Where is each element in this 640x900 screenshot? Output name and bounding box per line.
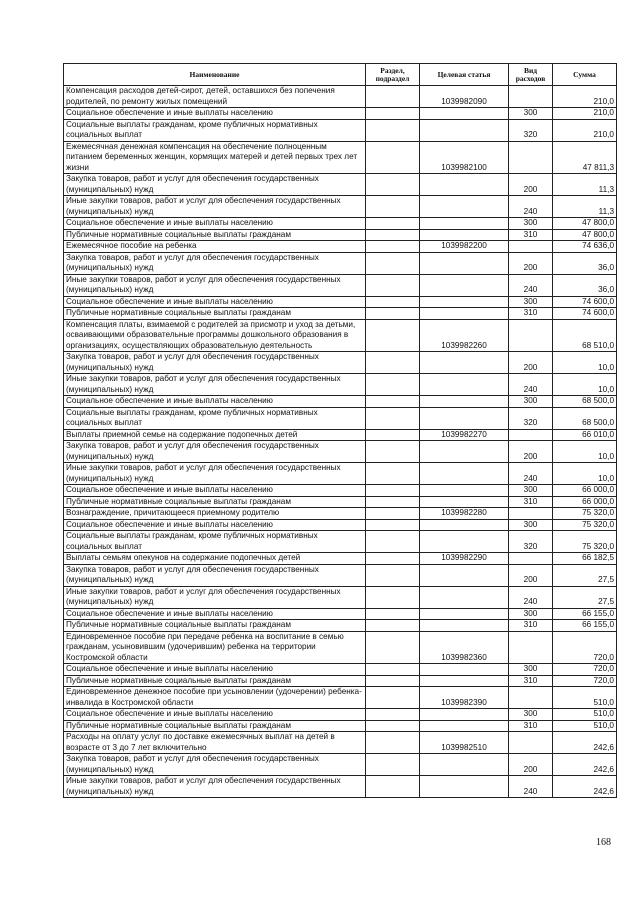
row-name-cell: Расходы на оплату услуг по доставке ежемесячных выплат на детей в возрасте от 3 до 7 лет включительно: [64, 732, 366, 754]
row-section-cell: [366, 441, 420, 463]
row-section-cell: [366, 308, 420, 320]
row-target-cell: [420, 252, 509, 274]
row-name-cell: Социальное обеспечение и иные выплаты населению: [64, 519, 366, 531]
row-target-cell: [420, 519, 509, 531]
row-sum-cell: 720,0: [553, 631, 617, 664]
table-row: [64, 352, 617, 374]
row-target-cell: [420, 776, 509, 798]
row-expense-type-cell: 310: [509, 308, 553, 320]
table-row: [64, 496, 617, 508]
row-name-cell: Социальные выплаты гражданам, кроме публичных нормативных социальных выплат: [64, 531, 366, 553]
row-target-cell: [420, 108, 509, 120]
row-sum-cell: 11,3: [553, 174, 617, 196]
row-name-cell: Вознаграждение, причитающееся приемному родителю: [64, 508, 366, 520]
row-section-cell: [366, 374, 420, 396]
row-sum-cell: 75 320,0: [553, 531, 617, 553]
row-expense-type-cell: 320: [509, 531, 553, 553]
row-target-cell: 1039982270: [420, 429, 509, 441]
table-row: [64, 407, 617, 429]
row-sum-cell: 210,0: [553, 108, 617, 120]
row-expense-type-cell: 240: [509, 196, 553, 218]
table-row: [64, 119, 617, 141]
header-sum: Сумма: [553, 64, 617, 86]
row-expense-type-cell: 300: [509, 296, 553, 308]
row-sum-cell: 47 811,3: [553, 141, 617, 174]
row-target-cell: [420, 119, 509, 141]
row-expense-type-cell: [509, 319, 553, 352]
row-sum-cell: 242,6: [553, 754, 617, 776]
budget-table: [63, 63, 617, 798]
row-target-cell: [420, 496, 509, 508]
row-sum-cell: 242,6: [553, 732, 617, 754]
row-target-cell: 1039982100: [420, 141, 509, 174]
row-section-cell: [366, 564, 420, 586]
row-expense-type-cell: 310: [509, 720, 553, 732]
row-expense-type-cell: 300: [509, 709, 553, 721]
table-row: [64, 508, 617, 520]
table-row: [64, 485, 617, 497]
row-target-cell: [420, 174, 509, 196]
row-section-cell: [366, 141, 420, 174]
row-name-cell: Социальное обеспечение и иные выплаты населению: [64, 396, 366, 408]
row-section-cell: [366, 732, 420, 754]
row-section-cell: [366, 754, 420, 776]
row-expense-type-cell: [509, 429, 553, 441]
table-row: [64, 687, 617, 709]
row-target-cell: [420, 396, 509, 408]
row-sum-cell: 11,3: [553, 196, 617, 218]
row-target-cell: [420, 196, 509, 218]
row-target-cell: 1039982390: [420, 687, 509, 709]
row-expense-type-cell: 310: [509, 229, 553, 241]
table-row: [64, 86, 617, 108]
header-expense-type: Вид расходов: [509, 64, 553, 86]
table-row: [64, 519, 617, 531]
row-expense-type-cell: 300: [509, 519, 553, 531]
row-name-cell: Социальное обеспечение и иные выплаты населению: [64, 296, 366, 308]
row-sum-cell: 47 800,0: [553, 218, 617, 230]
table-row: [64, 229, 617, 241]
table-row: [64, 463, 617, 485]
row-sum-cell: 210,0: [553, 86, 617, 108]
row-section-cell: [366, 776, 420, 798]
row-sum-cell: 75 320,0: [553, 519, 617, 531]
row-expense-type-cell: 200: [509, 564, 553, 586]
table-row: [64, 776, 617, 798]
row-sum-cell: 75 320,0: [553, 508, 617, 520]
table-row: [64, 531, 617, 553]
row-section-cell: [366, 664, 420, 676]
row-target-cell: [420, 620, 509, 632]
row-sum-cell: 720,0: [553, 664, 617, 676]
row-sum-cell: 36,0: [553, 252, 617, 274]
row-target-cell: [420, 564, 509, 586]
row-expense-type-cell: 240: [509, 463, 553, 485]
row-expense-type-cell: 200: [509, 252, 553, 274]
row-name-cell: Публичные нормативные социальные выплаты гражданам: [64, 496, 366, 508]
table-row: [64, 553, 617, 565]
row-sum-cell: 74 600,0: [553, 308, 617, 320]
row-target-cell: [420, 407, 509, 429]
row-section-cell: [366, 631, 420, 664]
row-expense-type-cell: [509, 86, 553, 108]
row-expense-type-cell: [509, 241, 553, 253]
row-name-cell: Компенсация платы, взимаемой с родителей за присмотр и уход за детьми, осваивающими образовательные программы дошкольного образования в организациях, осуществляющих образовательную деятельность: [64, 319, 366, 352]
row-section-cell: [366, 531, 420, 553]
row-expense-type-cell: 310: [509, 496, 553, 508]
table-row: [64, 241, 617, 253]
row-expense-type-cell: 310: [509, 620, 553, 632]
row-name-cell: Публичные нормативные социальные выплаты гражданам: [64, 229, 366, 241]
page-number: 168: [596, 837, 611, 848]
row-section-cell: [366, 508, 420, 520]
row-section-cell: [366, 229, 420, 241]
row-target-cell: [420, 441, 509, 463]
row-name-cell: Иные закупки товаров, работ и услуг для обеспечения государственных (муниципальных) нужд: [64, 374, 366, 396]
table-row: [64, 396, 617, 408]
row-expense-type-cell: [509, 732, 553, 754]
table-row: [64, 252, 617, 274]
row-expense-type-cell: 300: [509, 664, 553, 676]
row-sum-cell: 74 636,0: [553, 241, 617, 253]
row-section-cell: [366, 396, 420, 408]
row-name-cell: Закупка товаров, работ и услуг для обеспечения государственных (муниципальных) нужд: [64, 352, 366, 374]
row-section-cell: [366, 519, 420, 531]
header-name: Наименование: [64, 64, 366, 86]
row-name-cell: Социальное обеспечение и иные выплаты населению: [64, 108, 366, 120]
row-target-cell: 1039982360: [420, 631, 509, 664]
row-sum-cell: 68 500,0: [553, 396, 617, 408]
row-expense-type-cell: 300: [509, 485, 553, 497]
table-row: [64, 441, 617, 463]
row-section-cell: [366, 174, 420, 196]
row-name-cell: Публичные нормативные социальные выплаты гражданам: [64, 720, 366, 732]
row-name-cell: Публичные нормативные социальные выплаты гражданам: [64, 308, 366, 320]
row-target-cell: [420, 308, 509, 320]
row-name-cell: Закупка товаров, работ и услуг для обеспечения государственных (муниципальных) нужд: [64, 754, 366, 776]
row-expense-type-cell: 240: [509, 374, 553, 396]
row-sum-cell: 74 600,0: [553, 296, 617, 308]
row-sum-cell: 68 500,0: [553, 407, 617, 429]
row-section-cell: [366, 296, 420, 308]
row-expense-type-cell: 200: [509, 441, 553, 463]
row-name-cell: Социальное обеспечение и иные выплаты населению: [64, 664, 366, 676]
row-name-cell: Закупка товаров, работ и услуг для обеспечения государственных (муниципальных) нужд: [64, 564, 366, 586]
table-row: [64, 608, 617, 620]
row-sum-cell: 66 010,0: [553, 429, 617, 441]
row-target-cell: [420, 675, 509, 687]
row-name-cell: Социальное обеспечение и иные выплаты населению: [64, 608, 366, 620]
row-name-cell: Социальные выплаты гражданам, кроме публичных нормативных социальных выплат: [64, 407, 366, 429]
row-name-cell: Выплаты семьям опекунов на содержание подопечных детей: [64, 553, 366, 565]
row-sum-cell: 10,0: [553, 463, 617, 485]
table-row: [64, 196, 617, 218]
row-target-cell: [420, 218, 509, 230]
row-expense-type-cell: 200: [509, 352, 553, 374]
header-section: Раздел, подраздел: [366, 64, 420, 86]
table-row: [64, 108, 617, 120]
row-expense-type-cell: 240: [509, 274, 553, 296]
row-expense-type-cell: 240: [509, 776, 553, 798]
row-target-cell: [420, 463, 509, 485]
row-target-cell: [420, 586, 509, 608]
row-section-cell: [366, 620, 420, 632]
table-row: [64, 296, 617, 308]
row-target-cell: [420, 352, 509, 374]
table-row: [64, 174, 617, 196]
row-expense-type-cell: 300: [509, 396, 553, 408]
row-sum-cell: 510,0: [553, 709, 617, 721]
row-section-cell: [366, 119, 420, 141]
row-name-cell: Единовременное пособие при передаче ребенка на воспитание в семью гражданам, усыновившим (удочерившим) ребенка на территории Костромской области: [64, 631, 366, 664]
table-header-row: [64, 64, 617, 86]
table-body: [64, 86, 617, 798]
row-sum-cell: 66 000,0: [553, 485, 617, 497]
table-row: [64, 754, 617, 776]
row-section-cell: [366, 241, 420, 253]
row-name-cell: Социальные выплаты гражданам, кроме публичных нормативных социальных выплат: [64, 119, 366, 141]
row-section-cell: [366, 86, 420, 108]
budget-table-sheet: [63, 63, 616, 798]
row-section-cell: [366, 108, 420, 120]
row-name-cell: Иные закупки товаров, работ и услуг для обеспечения государственных (муниципальных) нужд: [64, 463, 366, 485]
row-name-cell: Ежемесячная денежная компенсация на обеспечение полноценным питанием беременных женщин, кормящих матерей и детей первых трех лет жизни: [64, 141, 366, 174]
row-name-cell: Единовременное денежное пособие при усыновлении (удочерении) ребенка-инвалида в Костромской области: [64, 687, 366, 709]
row-expense-type-cell: 200: [509, 754, 553, 776]
table-row: [64, 664, 617, 676]
row-name-cell: Публичные нормативные социальные выплаты гражданам: [64, 620, 366, 632]
table-row: [64, 274, 617, 296]
row-sum-cell: 36,0: [553, 274, 617, 296]
row-name-cell: Иные закупки товаров, работ и услуг для обеспечения государственных (муниципальных) нужд: [64, 586, 366, 608]
row-name-cell: Закупка товаров, работ и услуг для обеспечения государственных (муниципальных) нужд: [64, 174, 366, 196]
row-section-cell: [366, 429, 420, 441]
row-section-cell: [366, 274, 420, 296]
row-name-cell: Закупка товаров, работ и услуг для обеспечения государственных (муниципальных) нужд: [64, 441, 366, 463]
table-row: [64, 141, 617, 174]
row-sum-cell: 27,5: [553, 564, 617, 586]
row-sum-cell: 510,0: [553, 720, 617, 732]
row-name-cell: Компенсация расходов детей-сирот, детей, оставшихся без попечения родителей, по ремонту жилых помещений: [64, 86, 366, 108]
row-sum-cell: 47 800,0: [553, 229, 617, 241]
row-expense-type-cell: 320: [509, 119, 553, 141]
row-section-cell: [366, 407, 420, 429]
row-target-cell: 1039982260: [420, 319, 509, 352]
row-section-cell: [366, 218, 420, 230]
table-row: [64, 308, 617, 320]
row-name-cell: Социальное обеспечение и иные выплаты населению: [64, 218, 366, 230]
row-section-cell: [366, 553, 420, 565]
table-row: [64, 631, 617, 664]
row-sum-cell: 210,0: [553, 119, 617, 141]
row-section-cell: [366, 496, 420, 508]
row-target-cell: 1039982510: [420, 732, 509, 754]
row-expense-type-cell: 310: [509, 675, 553, 687]
row-name-cell: Социальное обеспечение и иные выплаты населению: [64, 485, 366, 497]
row-section-cell: [366, 586, 420, 608]
row-sum-cell: 10,0: [553, 352, 617, 374]
row-sum-cell: 27,5: [553, 586, 617, 608]
row-expense-type-cell: 300: [509, 608, 553, 620]
row-expense-type-cell: 320: [509, 407, 553, 429]
row-name-cell: Публичные нормативные социальные выплаты гражданам: [64, 675, 366, 687]
row-sum-cell: 66 155,0: [553, 608, 617, 620]
row-sum-cell: 510,0: [553, 687, 617, 709]
row-target-cell: [420, 296, 509, 308]
row-target-cell: [420, 374, 509, 396]
row-section-cell: [366, 687, 420, 709]
row-sum-cell: 10,0: [553, 441, 617, 463]
row-expense-type-cell: [509, 553, 553, 565]
row-target-cell: [420, 531, 509, 553]
row-section-cell: [366, 720, 420, 732]
row-section-cell: [366, 319, 420, 352]
table-row: [64, 732, 617, 754]
row-expense-type-cell: 300: [509, 108, 553, 120]
table-row: [64, 675, 617, 687]
row-target-cell: [420, 709, 509, 721]
row-target-cell: 1039982200: [420, 241, 509, 253]
row-target-cell: 1039982280: [420, 508, 509, 520]
table-row: [64, 564, 617, 586]
row-target-cell: [420, 485, 509, 497]
row-section-cell: [366, 485, 420, 497]
row-name-cell: Социальное обеспечение и иные выплаты населению: [64, 709, 366, 721]
table-row: [64, 709, 617, 721]
row-target-cell: 1039982290: [420, 553, 509, 565]
table-row: [64, 720, 617, 732]
row-sum-cell: 66 000,0: [553, 496, 617, 508]
header-target: Целевая статья: [420, 64, 509, 86]
row-name-cell: Иные закупки товаров, работ и услуг для обеспечения государственных (муниципальных) нужд: [64, 274, 366, 296]
row-sum-cell: 66 155,0: [553, 620, 617, 632]
row-target-cell: [420, 274, 509, 296]
table-row: [64, 586, 617, 608]
table-row: [64, 374, 617, 396]
row-section-cell: [366, 252, 420, 274]
row-sum-cell: 242,6: [553, 776, 617, 798]
row-section-cell: [366, 709, 420, 721]
row-section-cell: [366, 463, 420, 485]
row-target-cell: [420, 754, 509, 776]
row-target-cell: [420, 664, 509, 676]
table-row: [64, 429, 617, 441]
row-sum-cell: 10,0: [553, 374, 617, 396]
row-target-cell: 1039982090: [420, 86, 509, 108]
row-sum-cell: 66 182,5: [553, 553, 617, 565]
row-expense-type-cell: 300: [509, 218, 553, 230]
table-row: [64, 218, 617, 230]
row-expense-type-cell: 200: [509, 174, 553, 196]
row-name-cell: Иные закупки товаров, работ и услуг для обеспечения государственных (муниципальных) нужд: [64, 776, 366, 798]
row-section-cell: [366, 196, 420, 218]
row-section-cell: [366, 352, 420, 374]
row-section-cell: [366, 675, 420, 687]
table-row: [64, 319, 617, 352]
row-target-cell: [420, 229, 509, 241]
row-name-cell: Выплаты приемной семье на содержание подопечных детей: [64, 429, 366, 441]
row-name-cell: Ежемесячное пособие на ребенка: [64, 241, 366, 253]
table-row: [64, 620, 617, 632]
row-expense-type-cell: [509, 631, 553, 664]
row-sum-cell: 68 510,0: [553, 319, 617, 352]
row-name-cell: Закупка товаров, работ и услуг для обеспечения государственных (муниципальных) нужд: [64, 252, 366, 274]
row-sum-cell: 720,0: [553, 675, 617, 687]
row-section-cell: [366, 608, 420, 620]
row-expense-type-cell: [509, 508, 553, 520]
row-expense-type-cell: [509, 141, 553, 174]
row-target-cell: [420, 608, 509, 620]
row-name-cell: Иные закупки товаров, работ и услуг для обеспечения государственных (муниципальных) нужд: [64, 196, 366, 218]
row-expense-type-cell: [509, 687, 553, 709]
row-expense-type-cell: 240: [509, 586, 553, 608]
row-target-cell: [420, 720, 509, 732]
